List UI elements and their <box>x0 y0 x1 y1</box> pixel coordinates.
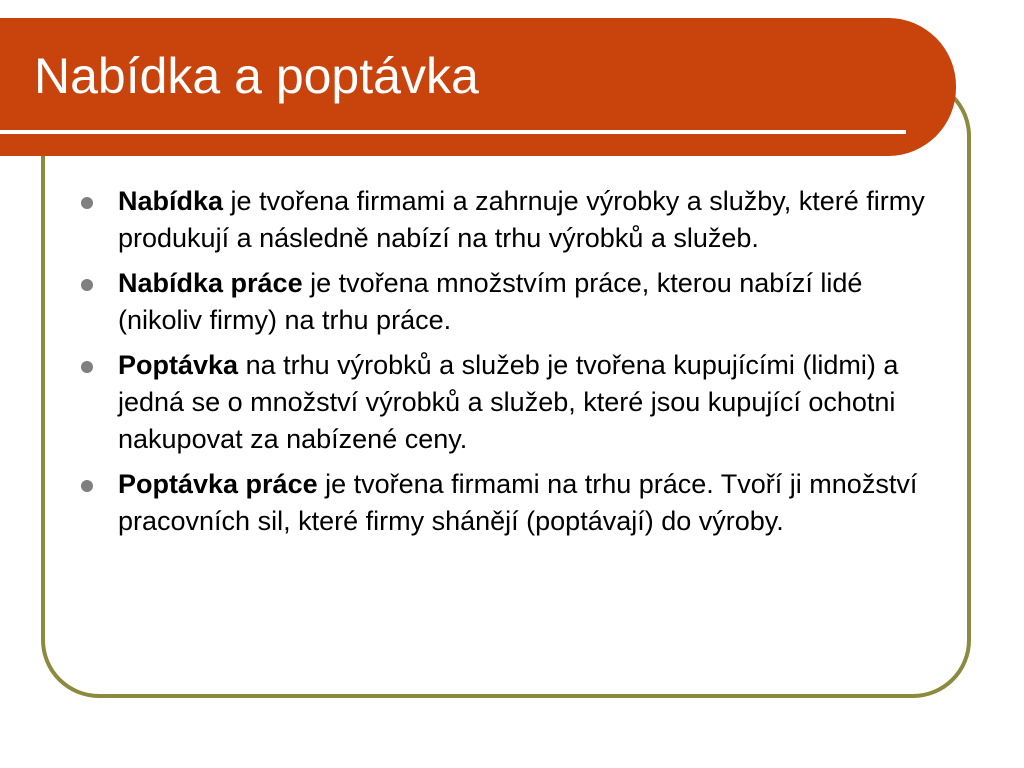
bullet-term: Nabídka <box>118 186 224 216</box>
bullet-text: je tvořena firmami na trhu práce. Tvoří ji množství pracovních sil, které firmy shánějí (poptávají) do výroby. <box>118 469 918 536</box>
bullet-text: je tvořena množstvím práce, kterou nabízí lidé (nikoliv firmy) na trhu práce. <box>118 268 863 335</box>
bullet-text: je tvořena firmami a zahrnuje výrobky a služby, které firmy produkují a následně nabízí na trhu výrobků a služeb. <box>118 186 925 253</box>
bullet-text: na trhu výrobků a služeb je tvořena kupujícími (lidmi) a jedná se o množství výrobků a služeb, které jsou kupující ochotni nakupovat za nabízené ceny. <box>118 350 899 454</box>
bullet-term: Poptávka <box>118 350 239 380</box>
list-item <box>80 183 940 257</box>
bullet-term: Poptávka práce <box>118 469 318 499</box>
list-item <box>80 347 940 458</box>
list-item <box>80 466 940 540</box>
bullet-icon <box>81 361 93 373</box>
bullet-term: Nabídka práce <box>118 268 303 298</box>
list-item <box>80 265 940 339</box>
bullet-icon <box>81 197 93 209</box>
bullet-list <box>80 183 940 548</box>
page-title: Nabídka a poptávka <box>34 48 479 104</box>
title-underline <box>0 130 906 134</box>
bullet-icon <box>81 279 93 291</box>
bullet-icon <box>81 480 93 492</box>
